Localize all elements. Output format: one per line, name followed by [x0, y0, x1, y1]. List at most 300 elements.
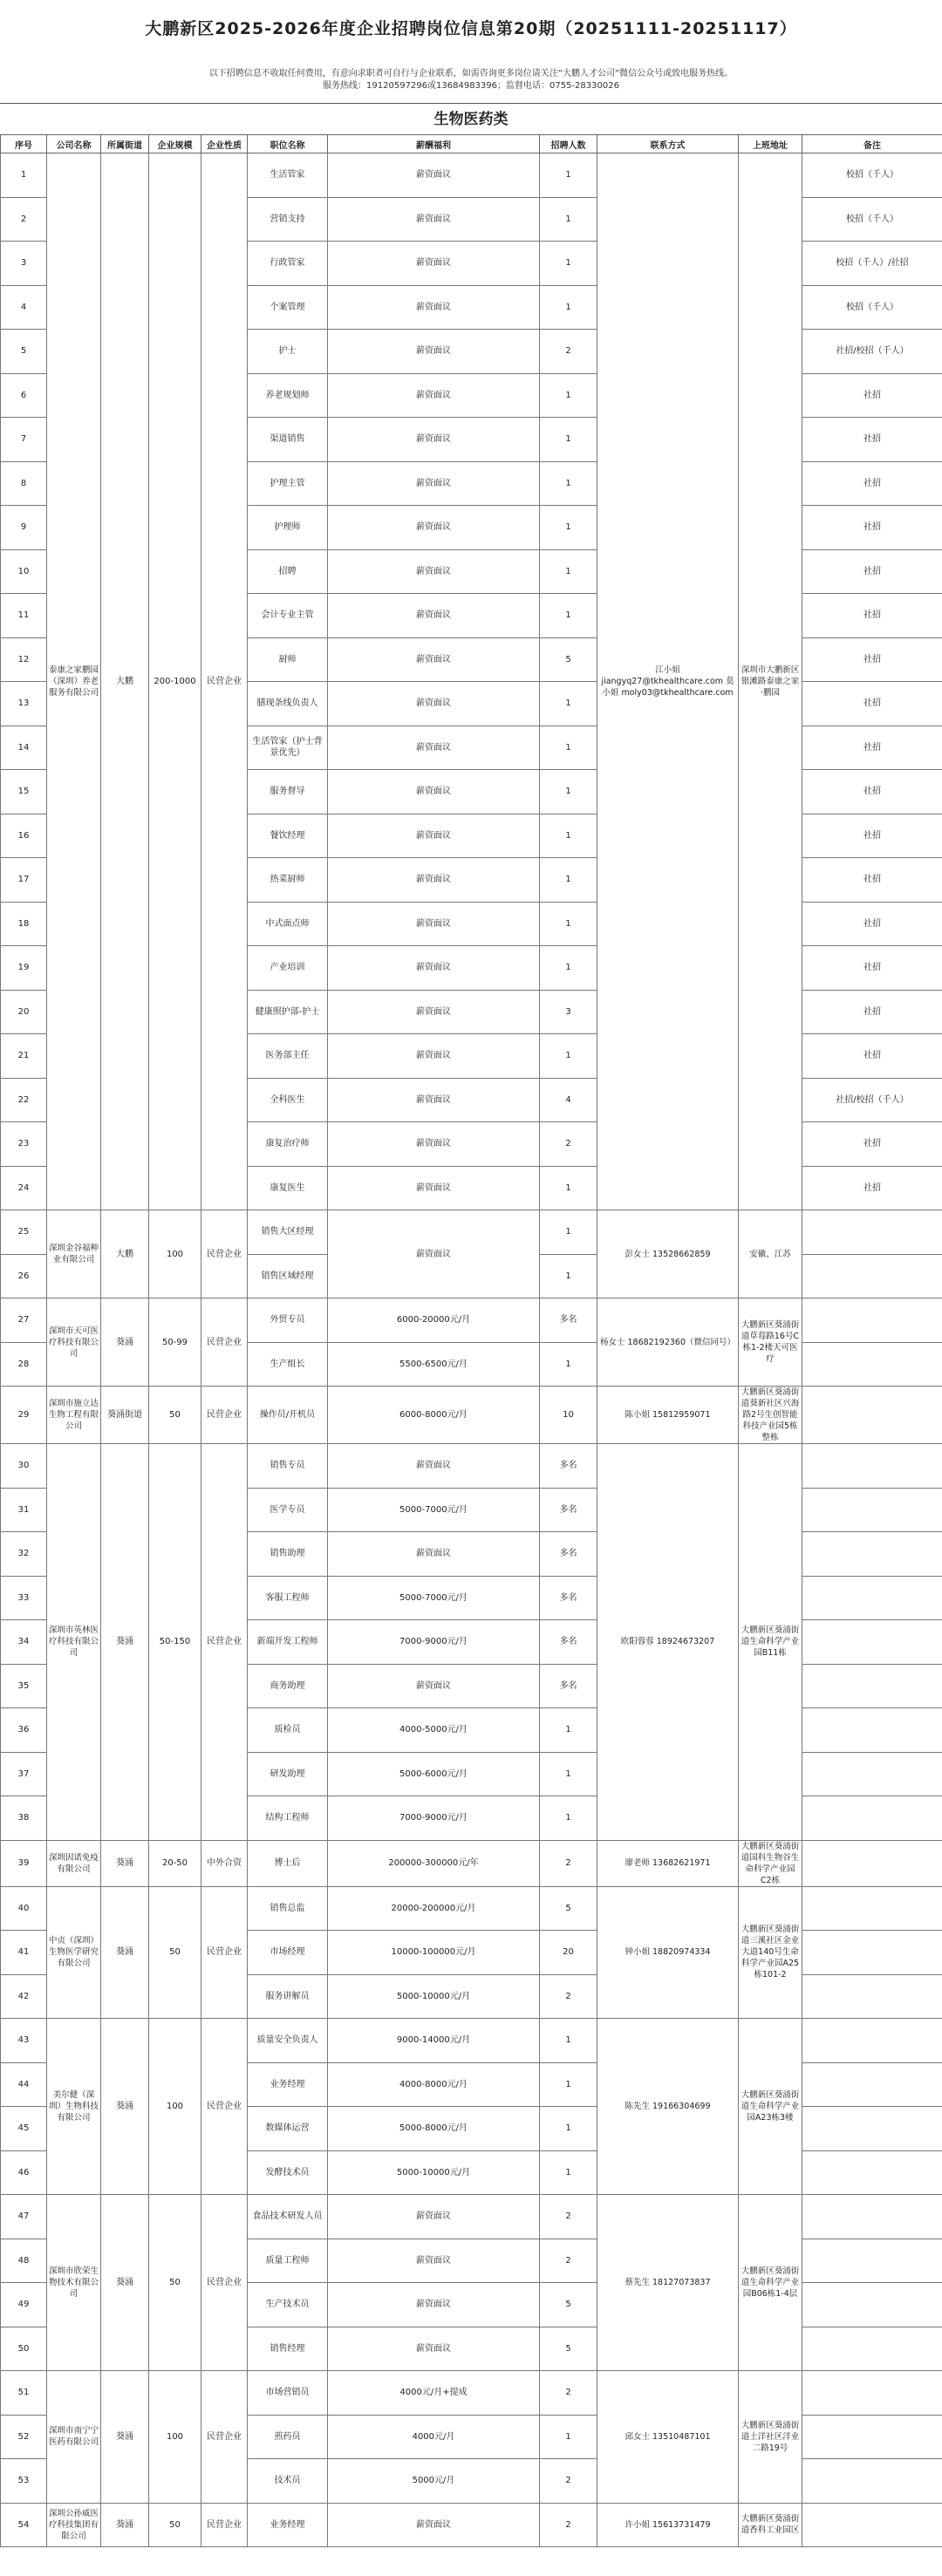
position: 新端开发工程师 [248, 1620, 328, 1665]
company-nature: 民营企业 [201, 1444, 248, 1841]
pay: 薪资面议 [328, 902, 540, 946]
note: 校招（千人） [802, 153, 942, 198]
row-number: 35 [1, 1664, 47, 1708]
table-row [1, 2019, 942, 2063]
position: 会计专业主管 [248, 594, 328, 638]
note: 社招 [802, 549, 942, 594]
company-nature: 民营企业 [201, 1298, 248, 1387]
notice-line: 服务热线：19120597296或13684983396；监督电话：0755-28330026 [323, 81, 619, 91]
company-size: 200-1000 [149, 153, 201, 1210]
header-no: 序号 [1, 135, 47, 153]
pay: 薪资面议 [328, 990, 540, 1034]
hire-count: 多名 [540, 1664, 597, 1708]
pay: 4000元/月 [328, 2415, 540, 2459]
table-row [1, 2371, 942, 2416]
note [802, 1254, 942, 1298]
hire-count: 2 [540, 2195, 597, 2239]
contact: 蔡先生 18127073837 [597, 2195, 739, 2371]
company-name: 深圳因诺免疫有限公司 [47, 1840, 101, 1886]
hire-count: 5 [540, 1886, 597, 1931]
company-nature: 民营企业 [201, 2019, 248, 2195]
street: 葵涌 [101, 1444, 149, 1841]
table-row [1, 2503, 942, 2547]
pay: 薪资面议 [328, 285, 540, 330]
note [802, 2062, 942, 2107]
header-position: 职位名称 [248, 135, 328, 153]
row-number: 52 [1, 2415, 47, 2459]
work-address: 大鹏新区葵涌街道生命科学产业园B11栋 [739, 1444, 802, 1841]
company-size: 100 [149, 2371, 201, 2504]
position: 护理师 [248, 506, 328, 550]
row-number: 17 [1, 858, 47, 903]
position: 服务讲解员 [248, 1974, 328, 2019]
position: 销售经理 [248, 2327, 328, 2371]
hire-count: 1 [540, 418, 597, 462]
position: 研发助理 [248, 1752, 328, 1796]
position: 招聘 [248, 549, 328, 594]
street: 葵涌街道 [101, 1387, 149, 1444]
hire-count: 20 [540, 1931, 597, 1975]
row-number: 45 [1, 2107, 47, 2151]
hire-count: 1 [540, 1796, 597, 1841]
hire-count: 5 [540, 637, 597, 682]
street: 大鹏 [101, 1210, 149, 1298]
note [802, 1387, 942, 1444]
hire-count: 多名 [540, 1620, 597, 1665]
position: 发酵技术员 [248, 2150, 328, 2195]
work-address: 大鹏新区葵涌街道三溪社区金业大道140号生命科学产业园A25栋101-2 [739, 1886, 802, 2019]
pay: 20000-200000元/月 [328, 1886, 540, 1931]
work-address: 大鹏新区葵涌街道土洋社区洋业二路19号 [739, 2371, 802, 2504]
row-number: 43 [1, 2019, 47, 2063]
notice-line: 以下招聘信息不收取任何费用，有意向求职者可自行与企业联系，如需咨询更多岗位请关注“大鹏人才公司”微信公众号或致电服务热线。 [208, 69, 734, 78]
pay: 薪资面议 [328, 1664, 540, 1708]
row-number: 34 [1, 1620, 47, 1665]
contact: 廖老师 13682621971 [597, 1840, 739, 1886]
note [802, 1444, 942, 1489]
pay: 薪资面议 [328, 153, 540, 198]
company-size: 100 [149, 1210, 201, 1298]
pay: 薪资面议 [328, 506, 540, 550]
note: 社招 [802, 682, 942, 726]
company-size: 100 [149, 2019, 201, 2195]
row-number: 36 [1, 1708, 47, 1753]
position: 业务经理 [248, 2503, 328, 2547]
pay: 5000-10000元/月 [328, 1974, 540, 2019]
position: 操作员/开机员 [248, 1387, 328, 1444]
row-number: 38 [1, 1796, 47, 1841]
row-number: 6 [1, 373, 47, 418]
pay: 薪资面议 [328, 2283, 540, 2327]
hire-count: 1 [540, 1752, 597, 1796]
position: 销售总监 [248, 1886, 328, 1931]
row-number: 18 [1, 902, 47, 946]
company-size: 50 [149, 1886, 201, 2019]
row-number: 28 [1, 1342, 47, 1387]
contact: 杨女士 18682192360（微信同号） [597, 1298, 739, 1387]
note: 校招（千人） [802, 197, 942, 242]
hire-count: 1 [540, 2415, 597, 2459]
row-number: 23 [1, 1122, 47, 1167]
header-pay: 薪酬福利 [328, 135, 540, 153]
note [802, 1708, 942, 1753]
contact: 彭女士 13528662859 [597, 1210, 739, 1298]
pay: 薪资面议 [328, 858, 540, 903]
hire-count: 1 [540, 373, 597, 418]
row-number: 39 [1, 1840, 47, 1886]
pay: 6000-20000元/月 [328, 1298, 540, 1343]
street: 葵涌 [101, 2195, 149, 2371]
company-name: 深圳市施立达生物工程有限公司 [47, 1387, 101, 1444]
header-note: 备注 [802, 135, 942, 153]
contact: 许小姐 15613731479 [597, 2503, 739, 2547]
note [802, 1931, 942, 1975]
table-header-row [1, 135, 942, 153]
hire-count: 3 [540, 990, 597, 1034]
row-number: 13 [1, 682, 47, 726]
row-number: 41 [1, 1931, 47, 1975]
pay: 5000-7000元/月 [328, 1576, 540, 1620]
hire-count: 1 [540, 858, 597, 903]
note [802, 2150, 942, 2195]
note: 校招（千人）/社招 [802, 242, 942, 286]
position: 养老规划师 [248, 373, 328, 418]
hire-count: 1 [540, 2019, 597, 2063]
hire-count: 多名 [540, 1532, 597, 1577]
note: 社招 [802, 726, 942, 770]
note: 社招 [802, 1166, 942, 1210]
company-name: 美尔健（深圳）生物科技有限公司 [47, 2019, 101, 2195]
company-nature: 中外合资 [201, 1840, 248, 1886]
row-number: 8 [1, 461, 47, 506]
pay: 薪资面议 [328, 330, 540, 374]
header-contact: 联系方式 [597, 135, 739, 153]
note [802, 1298, 942, 1343]
note [802, 2283, 942, 2327]
company-nature: 民营企业 [201, 2503, 248, 2547]
position: 生产组长 [248, 1342, 328, 1387]
company-size: 50 [149, 2503, 201, 2547]
pay: 薪资面议 [328, 242, 540, 286]
pay: 薪资面议 [328, 1034, 540, 1079]
note [802, 2107, 942, 2151]
table-row [1, 153, 942, 198]
pay: 薪资面议 [328, 461, 540, 506]
pay: 薪资面议 [328, 1122, 540, 1167]
position: 市场营销员 [248, 2371, 328, 2416]
pay: 薪资面议 [328, 594, 540, 638]
note: 社招 [802, 770, 942, 814]
note [802, 2371, 942, 2416]
row-number: 49 [1, 2283, 47, 2327]
company-name: 深圳金谷福种业有限公司 [47, 1210, 101, 1298]
note [802, 2195, 942, 2239]
note [802, 1840, 942, 1886]
row-number: 9 [1, 506, 47, 550]
hire-count: 2 [540, 2239, 597, 2283]
row-number: 11 [1, 594, 47, 638]
header-count: 招聘人数 [540, 135, 597, 153]
row-number: 3 [1, 242, 47, 286]
row-number: 48 [1, 2239, 47, 2283]
work-address: 安徽、江苏 [739, 1210, 802, 1298]
company-name: 深圳公孙威医疗科技集团有限公司 [47, 2503, 101, 2547]
note [802, 1664, 942, 1708]
hire-count: 1 [540, 2062, 597, 2107]
pay: 4000-5000元/月 [328, 1708, 540, 1753]
row-number: 26 [1, 1254, 47, 1298]
position: 服务督导 [248, 770, 328, 814]
note: 社招 [802, 902, 942, 946]
hire-count: 2 [540, 330, 597, 374]
pay: 5000-8000元/月 [328, 2107, 540, 2151]
street: 葵涌 [101, 1840, 149, 1886]
hire-count: 1 [540, 814, 597, 858]
note: 社招 [802, 814, 942, 858]
note [802, 2459, 942, 2504]
row-number: 5 [1, 330, 47, 374]
row-number: 20 [1, 990, 47, 1034]
pay: 薪资面议 [328, 2327, 540, 2371]
note [802, 1796, 942, 1841]
note: 社招 [802, 506, 942, 550]
row-number: 4 [1, 285, 47, 330]
hire-count: 2 [540, 2371, 597, 2416]
hire-count: 1 [540, 461, 597, 506]
job-table [0, 134, 942, 2547]
note [802, 1620, 942, 1665]
position: 客服工程师 [248, 1576, 328, 1620]
note [802, 2503, 942, 2547]
note: 社招 [802, 637, 942, 682]
table-row [1, 1444, 942, 1489]
pay: 10000-100000元/月 [328, 1931, 540, 1975]
pay: 5000-10000元/月 [328, 2150, 540, 2195]
company-nature: 民营企业 [201, 1886, 248, 2019]
hire-count: 2 [540, 1840, 597, 1886]
pay: 薪资面议 [328, 682, 540, 726]
pay: 6000-8000元/月 [328, 1387, 540, 1444]
pay: 薪资面议 [328, 1166, 540, 1210]
position: 餐饮经理 [248, 814, 328, 858]
street: 葵涌 [101, 2371, 149, 2504]
row-number: 15 [1, 770, 47, 814]
row-number: 54 [1, 2503, 47, 2547]
note: 社招 [802, 373, 942, 418]
pay: 薪资面议 [328, 197, 540, 242]
company-nature: 民营企业 [201, 2195, 248, 2371]
pay: 薪资面议 [328, 770, 540, 814]
row-number: 31 [1, 1488, 47, 1532]
company-name: 深圳市欣荣生物技术有限公司 [47, 2195, 101, 2371]
position: 销售专员 [248, 1444, 328, 1489]
pay: 5000-7000元/月 [328, 1488, 540, 1532]
row-number: 19 [1, 946, 47, 991]
row-number: 12 [1, 637, 47, 682]
note [802, 2019, 942, 2063]
position: 行政管家 [248, 242, 328, 286]
header-address: 上班地址 [739, 135, 802, 153]
position: 结构工程师 [248, 1796, 328, 1841]
note: 社招 [802, 990, 942, 1034]
hire-count: 2 [540, 2503, 597, 2547]
note [802, 1576, 942, 1620]
hire-count: 1 [540, 1708, 597, 1753]
position: 生产技术员 [248, 2283, 328, 2327]
note [802, 1532, 942, 1577]
hire-count: 1 [540, 549, 597, 594]
row-number: 29 [1, 1387, 47, 1444]
position: 营销支持 [248, 197, 328, 242]
work-address: 大鹏新区葵涌街道葵新社区兴海路2号生创智能科技产业园5栋整栋 [739, 1387, 802, 1444]
note: 社招 [802, 858, 942, 903]
position: 煎药员 [248, 2415, 328, 2459]
position: 生活管家 [248, 153, 328, 198]
hire-count: 1 [540, 946, 597, 991]
row-number: 51 [1, 2371, 47, 2416]
table-row [1, 1210, 942, 1255]
pay: 5500-6500元/月 [328, 1342, 540, 1387]
position: 医学专员 [248, 1488, 328, 1532]
note [802, 2327, 942, 2371]
pay: 薪资面议 [328, 637, 540, 682]
pay: 5000-6000元/月 [328, 1752, 540, 1796]
contact: 欧阳蓉蓉 18924673207 [597, 1444, 739, 1841]
note [802, 1752, 942, 1796]
table-body [1, 153, 942, 2547]
hire-count: 1 [540, 153, 597, 198]
hire-count: 2 [540, 2459, 597, 2504]
work-address: 大鹏新区葵涌街道香科工业园区 [739, 2503, 802, 2547]
position: 中式面点师 [248, 902, 328, 946]
pay: 200000-300000元/年 [328, 1840, 540, 1886]
position: 食品技术研发人员 [248, 2195, 328, 2239]
pay: 薪资面议 [328, 2503, 540, 2547]
row-number: 7 [1, 418, 47, 462]
hire-count: 1 [540, 506, 597, 550]
position: 销售助理 [248, 1532, 328, 1577]
position: 护理主管 [248, 461, 328, 506]
pay: 薪资面议 [328, 373, 540, 418]
position: 热菜厨师 [248, 858, 328, 903]
work-address: 深圳市大鹏新区银滩路泰康之家·鹏园 [739, 153, 802, 1210]
note [802, 2239, 942, 2283]
pay: 7000-9000元/月 [328, 1796, 540, 1841]
hire-count: 1 [540, 1166, 597, 1210]
position: 市场经理 [248, 1931, 328, 1975]
company-name: 深圳市南宁宁医药有限公司 [47, 2371, 101, 2504]
hire-count: 5 [540, 2283, 597, 2327]
position: 膳现条线负责人 [248, 682, 328, 726]
pay: 7000-9000元/月 [328, 1620, 540, 1665]
pay: 4000元/月+提成 [328, 2371, 540, 2416]
note [802, 1886, 942, 1931]
pay: 9000-14000元/月 [328, 2019, 540, 2063]
company-size: 50-150 [149, 1444, 201, 1841]
hire-count: 多名 [540, 1488, 597, 1532]
position: 个案管理 [248, 285, 328, 330]
note: 校招（千人） [802, 285, 942, 330]
row-number: 14 [1, 726, 47, 770]
pay: 薪资面议 [328, 2239, 540, 2283]
hire-count: 多名 [540, 1444, 597, 1489]
note: 社招/校招（千人） [802, 1078, 942, 1122]
row-number: 32 [1, 1532, 47, 1577]
hire-count: 多名 [540, 1298, 597, 1343]
position: 质量工程师 [248, 2239, 328, 2283]
pay: 薪资面议 [328, 549, 540, 594]
work-address: 大鹏新区葵涌街道生命科学产业园A23栋3楼 [739, 2019, 802, 2195]
table-row [1, 1840, 942, 1886]
row-number: 40 [1, 1886, 47, 1931]
position: 博士后 [248, 1840, 328, 1886]
note: 社招 [802, 418, 942, 462]
note: 社招 [802, 461, 942, 506]
position: 质检员 [248, 1708, 328, 1753]
position: 厨师 [248, 637, 328, 682]
company-nature: 民营企业 [201, 1210, 248, 1298]
hire-count: 1 [540, 2150, 597, 2195]
hire-count: 1 [540, 285, 597, 330]
contact: 钟小姐 18820974334 [597, 1886, 739, 2019]
row-number: 44 [1, 2062, 47, 2107]
position: 产业培训 [248, 946, 328, 991]
pay: 4000-8000元/月 [328, 2062, 540, 2107]
pay: 薪资面议 [328, 946, 540, 991]
note: 社招 [802, 1122, 942, 1167]
hire-count: 2 [540, 1974, 597, 2019]
position: 质量安全负责人 [248, 2019, 328, 2063]
row-number: 53 [1, 2459, 47, 2504]
position: 护士 [248, 330, 328, 374]
position: 业务经理 [248, 2062, 328, 2107]
hire-count: 多名 [540, 1576, 597, 1620]
row-number: 1 [1, 153, 47, 198]
row-number: 10 [1, 549, 47, 594]
company-nature: 民营企业 [201, 153, 248, 1210]
position: 渠道销售 [248, 418, 328, 462]
hire-count: 1 [540, 2107, 597, 2151]
position: 外贸专员 [248, 1298, 328, 1343]
note: 社招 [802, 594, 942, 638]
row-number: 16 [1, 814, 47, 858]
row-number: 30 [1, 1444, 47, 1489]
note [802, 1974, 942, 2019]
work-address: 大鹏新区葵涌街道国科生物谷生命科学产业园C2栋 [739, 1840, 802, 1886]
position: 商务助理 [248, 1664, 328, 1708]
contact: 陈小姐 15812959071 [597, 1387, 739, 1444]
hire-count: 1 [540, 1034, 597, 1079]
row-number: 2 [1, 197, 47, 242]
header-company: 公司名称 [47, 135, 101, 153]
position: 全科医生 [248, 1078, 328, 1122]
table-row [1, 1387, 942, 1444]
street: 葵涌 [101, 2503, 149, 2547]
hire-count: 1 [540, 594, 597, 638]
company-size: 20-50 [149, 1840, 201, 1886]
note: 社招 [802, 1034, 942, 1079]
position: 数媒体运营 [248, 2107, 328, 2151]
company-name: 深圳市英林医疗科技有限公司 [47, 1444, 101, 1841]
table-row [1, 2195, 942, 2239]
position: 康复医生 [248, 1166, 328, 1210]
row-number: 27 [1, 1298, 47, 1343]
company-name: 深圳市天可医疗科技有限公司 [47, 1298, 101, 1387]
row-number: 21 [1, 1034, 47, 1079]
note [802, 1210, 942, 1255]
note [802, 1488, 942, 1532]
pay: 5000元/月 [328, 2459, 540, 2504]
